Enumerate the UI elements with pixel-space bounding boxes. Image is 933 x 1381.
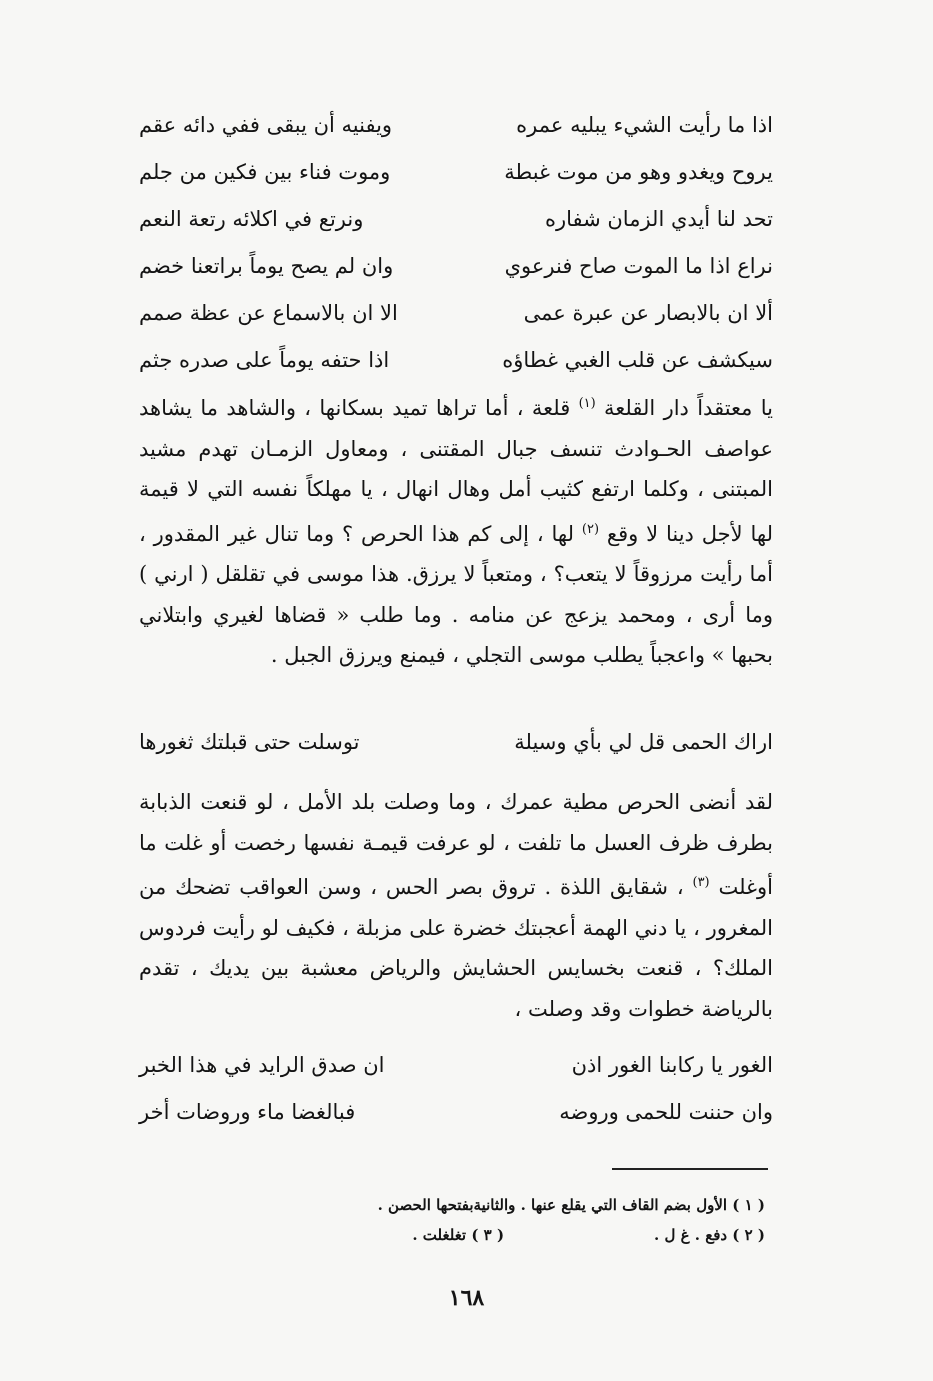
verse <box>139 1089 773 1136</box>
verse-second-hemistich: وموت فناء بين فكين من جلم <box>139 160 391 184</box>
verse-first-hemistich: يروح ويغدو وهو من موت غبطة <box>504 160 773 184</box>
prose-paragraph-1 <box>139 384 773 676</box>
prose-segment: لها ، إلى كم هذا الحرص ؟ وما تنال غير المقدور ، أما رأيت مرزوقاً لا يتعب؟ ، ومتعباً لا يرزق. هذا موسى في تقلقل ( ارني ) وما أرى ، ومحمد يزعج عن منامه . وما طلب « قضاها لغيري وابتلاني بحبها » واعجباً يطلب موسى التجلي ، فيمنع ويرزق الجبل . <box>139 521 773 667</box>
prose-paragraph-2 <box>139 782 773 1029</box>
verse-first-hemistich: اراك الحمى قل لي بأي وسيلة <box>514 730 773 754</box>
verse <box>139 243 773 290</box>
prose-segment: قلعة ، أما تراها تميد بسكانها ، والشاهد ما يشاهد عواصف الحـوادث تنسف جبال المقتنى ، ومعاول الزمـان تهدم مشيد المبتنى ، وكلما ارتفع كثيب أمل وهال انهال ، يا مهلكاً نفسه التي لا قيمة لها لأجل دينا لا وقع <box>139 396 773 546</box>
footnotes <box>265 1190 765 1250</box>
verse <box>139 149 773 196</box>
verse-first-hemistich: وان حننت للحمى وروضه <box>559 1100 773 1124</box>
prose-segment: لقد أنضى الحرص مطية عمرك ، وما وصلت بلد الأمل ، لو قنعت الذبابة بطرف ظرف العسل ما تلفت ، لو عرفت قيمـة نفسها رخصت أو غلت ما أوغلت <box>139 790 773 899</box>
verse-second-hemistich: فبالغضا ماء وروضات أخر <box>139 1100 356 1124</box>
footnote-marker: (٢) <box>581 521 600 537</box>
footnote-separator <box>612 1168 768 1170</box>
verse <box>139 102 773 149</box>
verse-first-hemistich: سيكشف عن قلب الغبي غطاؤه <box>502 348 773 372</box>
verse-first-hemistich: اذا ما رأيت الشيء يبليه عمره <box>516 113 773 137</box>
footnote <box>265 1190 765 1220</box>
footnote-2: ( ٢ ) دفع . غ ل . <box>654 1226 765 1244</box>
verse-second-hemistich: اذا حتفه يوماً على صدره جثم <box>139 348 390 372</box>
verse-second-hemistich: الا ان بالاسماع عن عظة صمم <box>139 301 398 325</box>
verse-second-hemistich: ونرتع في اكلائه رتعة النعم <box>139 207 364 231</box>
verse-second-hemistich: توسلت حتى قبلتك ثغورها <box>139 730 360 754</box>
paragraph-text <box>139 782 773 1029</box>
verse <box>139 1042 773 1089</box>
verse <box>139 337 773 384</box>
verse-second-hemistich: ويفنيه أن يبقى ففي دائه عقم <box>139 113 393 137</box>
footnote-3: ( ٣ ) تغلغلت . <box>412 1226 505 1244</box>
verse-first-hemistich: نراع اذا ما الموت صاح فنرعوي <box>504 254 773 278</box>
footnote-marker: (١) <box>578 396 596 411</box>
verse-first-hemistich: الغور يا ركابنا الغور اذن <box>571 1053 773 1077</box>
footnote-1: ( ١ ) الأول بضم القاف التي يقلع عنها . والثانيةبفتحها الحصن . <box>377 1196 765 1214</box>
verse-first-hemistich: تحد لنا أيدي الزمان شفاره <box>544 207 773 231</box>
footnote-marker: (٣) <box>692 875 710 890</box>
verse-second-hemistich: ان صدق الرايد في هذا الخبر <box>139 1053 385 1077</box>
single-verse <box>139 722 773 762</box>
paragraph-text <box>139 384 773 676</box>
page-number: ١٦٨ <box>448 1285 485 1311</box>
verse-second-hemistich: وان لم يصح يوماً براتعنا خضم <box>139 254 394 278</box>
prose-segment: يا معتقداً دار القلعة <box>604 396 773 420</box>
poem-block-2 <box>139 1042 773 1136</box>
poem-block-1 <box>139 102 773 384</box>
verse <box>139 290 773 337</box>
verse <box>139 196 773 243</box>
verse-first-hemistich: ألا ان بالابصار عن عبرة عمى <box>523 301 773 325</box>
footnote-row <box>265 1220 765 1250</box>
prose-segment: ، شقايق اللذة . تروق بصر الحس ، وسن العواقب تضحك من المغرور ، يا دني الهمة أعجبتك خضرة على مزبلة ، فكيف لو رأيت فردوس الملك؟ ، قنعت بخسايس الحشايش والرياض معشبة بين يديك ، تقدم بالرياضة خطوات وقد وصلت ، <box>139 875 773 1021</box>
